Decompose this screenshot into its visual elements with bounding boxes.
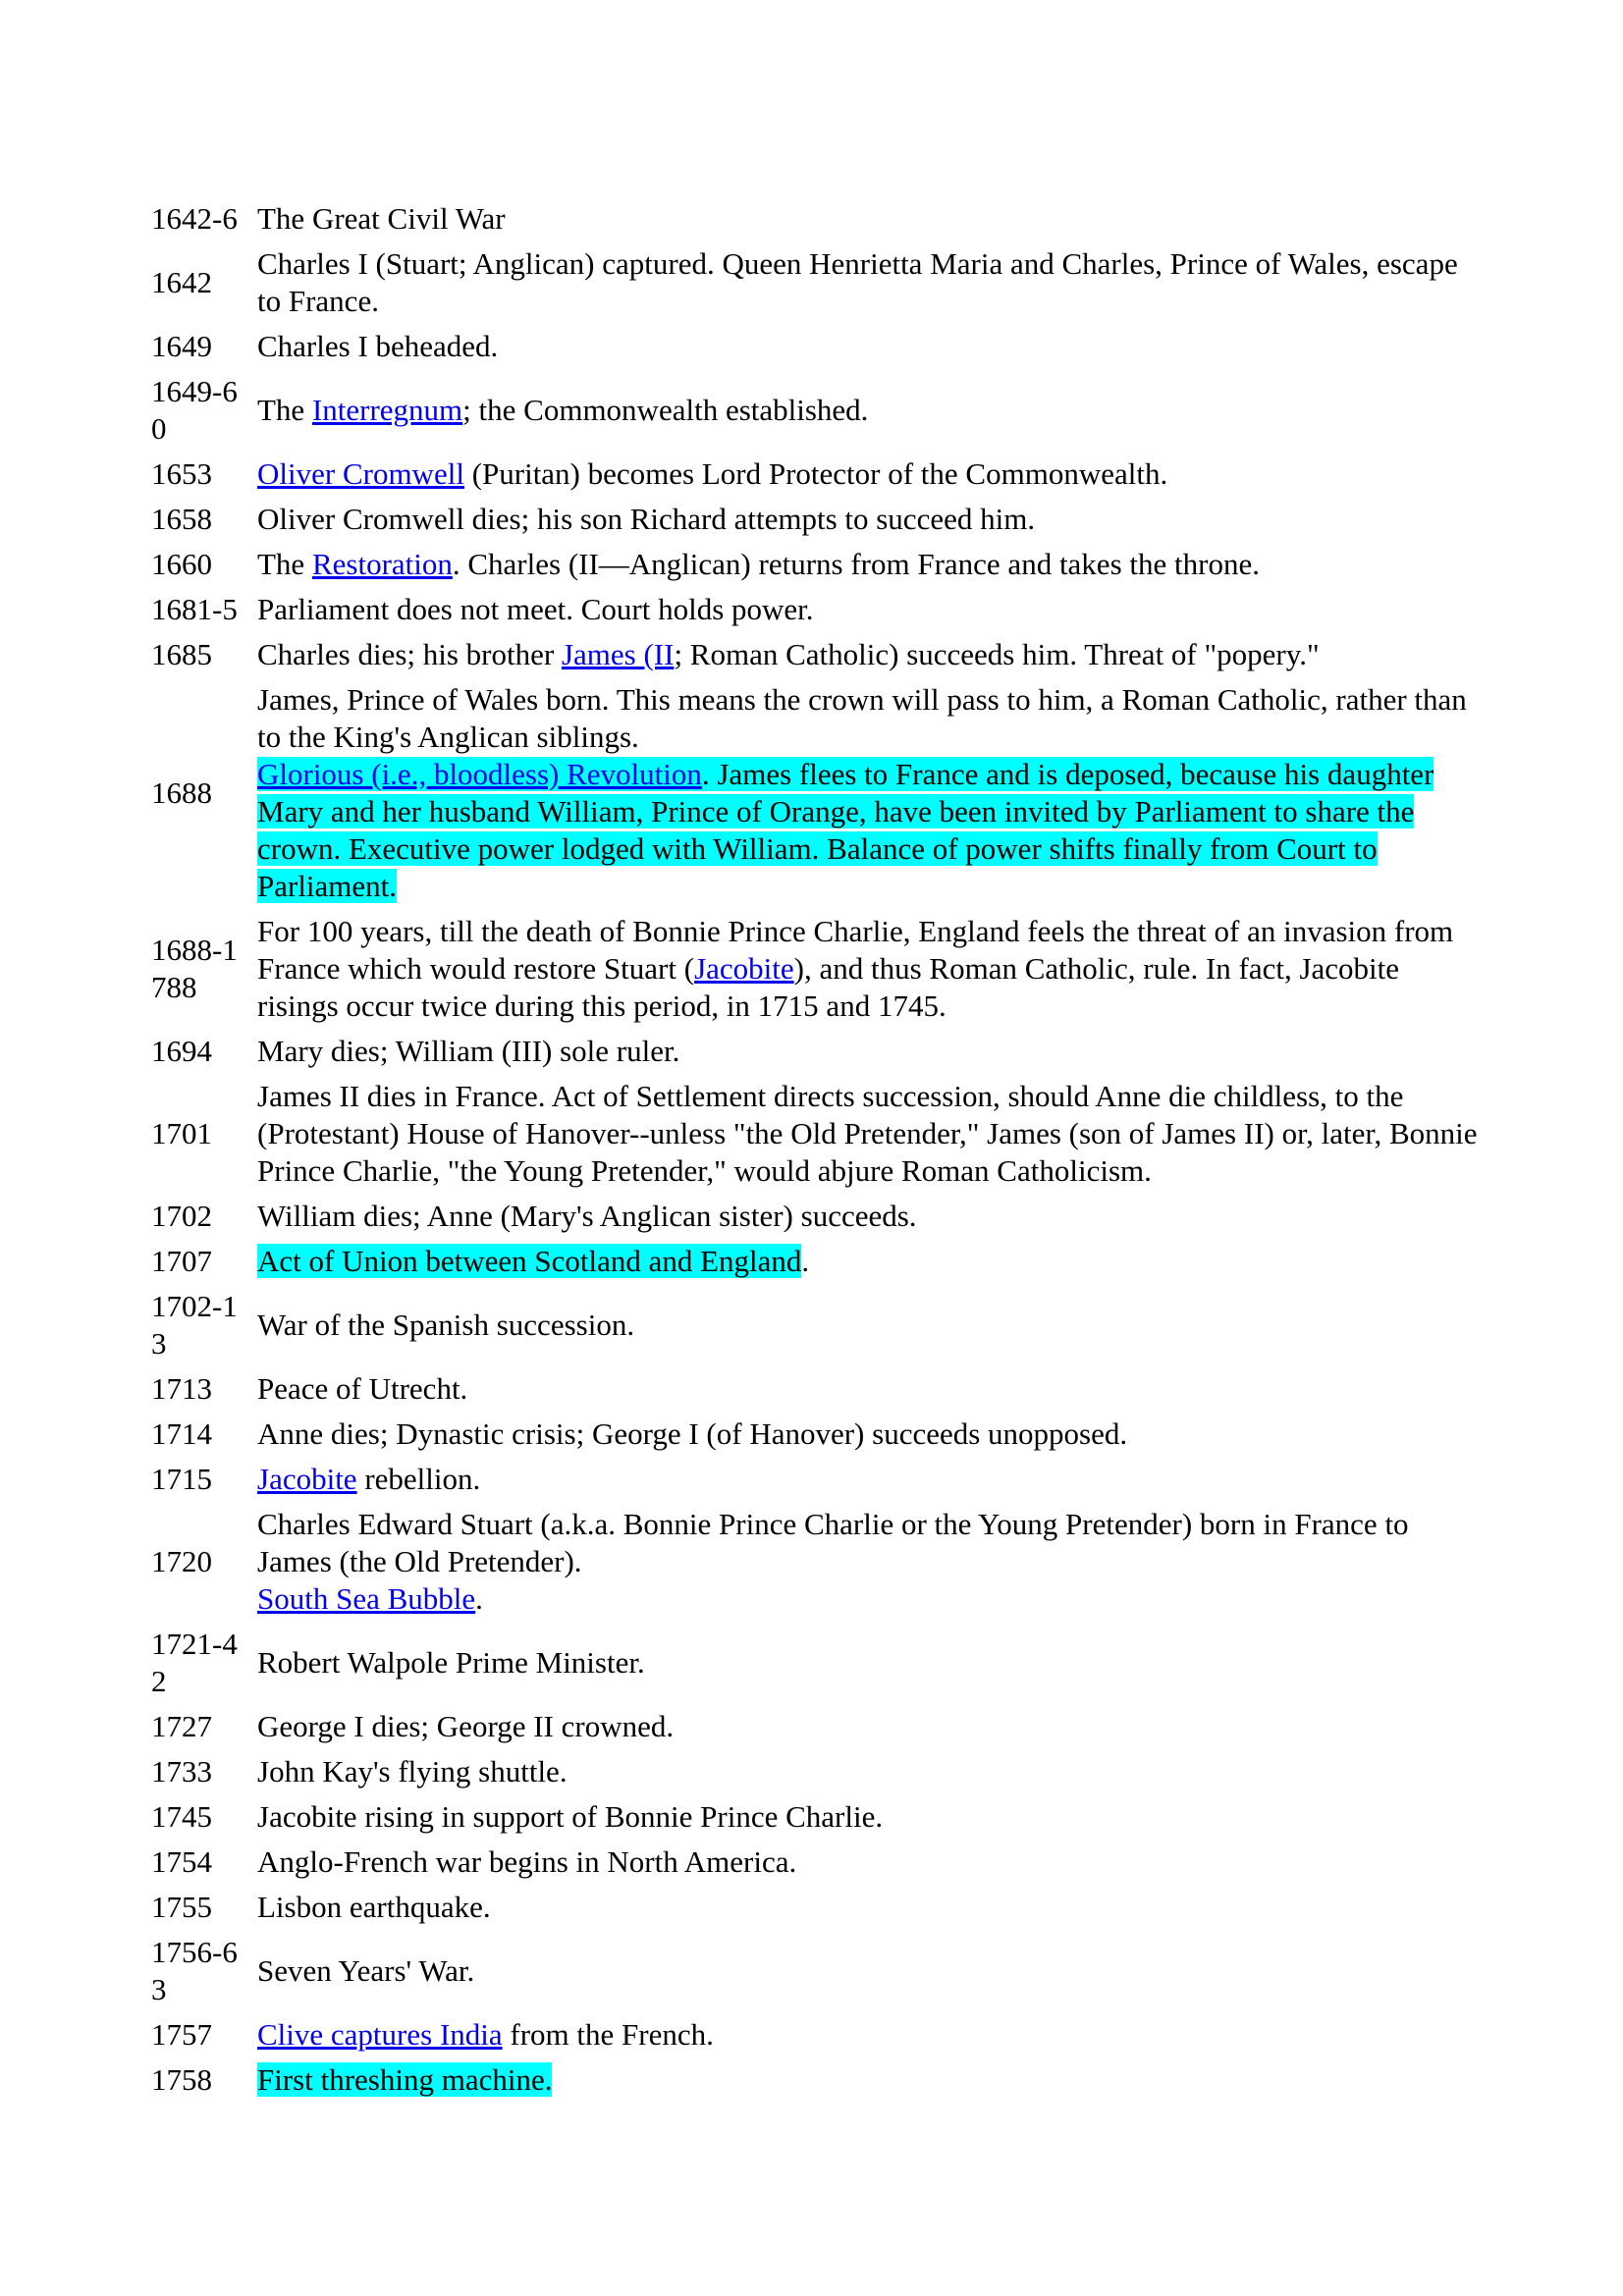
event-cell	[253, 369, 1483, 452]
timeline-row	[147, 1840, 1483, 1885]
year-cell: 1685	[151, 637, 212, 671]
event-text: John Kay's flying shuttle.	[257, 1754, 568, 1789]
event-text: The	[257, 547, 312, 581]
timeline-table	[147, 196, 1483, 2103]
event-cell	[253, 1457, 1483, 1502]
timeline-row	[147, 1622, 1483, 1704]
event-cell	[253, 196, 1483, 241]
event-text: ; the Commonwealth established.	[462, 393, 869, 427]
event-cell	[253, 241, 1483, 324]
event-text: Mary dies; William (III) sole ruler.	[257, 1034, 680, 1068]
timeline-row	[147, 452, 1483, 497]
event-text: Parliament does not meet. Court holds power.	[257, 592, 814, 626]
event-line	[257, 1033, 1479, 1070]
timeline-row	[147, 1194, 1483, 1239]
event-line	[257, 681, 1479, 756]
timeline-row	[147, 587, 1483, 632]
event-line	[257, 1461, 1479, 1498]
timeline-row	[147, 1366, 1483, 1412]
event-cell	[253, 1749, 1483, 1794]
event-line	[257, 1370, 1479, 1408]
event-cell	[253, 2012, 1483, 2057]
event-cell	[253, 1194, 1483, 1239]
year-cell: 1713	[151, 1371, 212, 1406]
event-text: Charles Edward Stuart (a.k.a. Bonnie Prince Charlie or the Young Pretender) born in France to James (the Old Pretender).	[257, 1507, 1409, 1578]
year-cell: 1754	[151, 1844, 212, 1879]
event-text: For 100 years, till the death of Bonnie Prince Charlie, England feels the threat of an invasion from France which would restore Stuart (	[257, 914, 1454, 986]
event-text: Act of Union between Scotland and England	[257, 1244, 802, 1278]
event-text: Jacobite rising in support of Bonnie Prince Charlie.	[257, 1799, 884, 1834]
event-cell	[253, 1704, 1483, 1749]
event-cell	[253, 452, 1483, 497]
event-text: George I dies; George II crowned.	[257, 1709, 675, 1743]
timeline-row	[147, 196, 1483, 241]
event-cell	[253, 1074, 1483, 1194]
event-link[interactable]: James (II	[561, 637, 675, 671]
event-line	[257, 1243, 1479, 1280]
event-line	[257, 1889, 1479, 1926]
event-cell	[253, 1885, 1483, 1930]
event-text: Charles I (Stuart; Anglican) captured. Queen Henrietta Maria and Charles, Prince of Wales, escape to France.	[257, 246, 1458, 318]
event-line	[257, 245, 1479, 320]
event-text: Lisbon earthquake.	[257, 1890, 491, 1924]
event-cell	[253, 1794, 1483, 1840]
year-cell: 1714	[151, 1416, 212, 1451]
event-line	[257, 1415, 1479, 1453]
year-cell: 1701	[151, 1116, 212, 1150]
event-text: .	[475, 1581, 483, 1616]
event-line	[257, 1952, 1479, 1990]
event-link[interactable]: Jacobite	[257, 1462, 357, 1496]
year-cell: 1658	[151, 502, 212, 536]
timeline-row	[147, 241, 1483, 324]
year-cell: 1745	[151, 1799, 212, 1834]
event-line	[257, 1580, 1479, 1618]
event-text: James, Prince of Wales born. This means the crown will pass to him, a Roman Catholic, rather than to the King's Anglican siblings.	[257, 682, 1467, 754]
timeline-row	[147, 1704, 1483, 1749]
event-line	[257, 1078, 1479, 1190]
event-line	[257, 392, 1479, 429]
event-line	[257, 591, 1479, 628]
event-line	[257, 913, 1479, 1025]
year-cell: 1688-1788	[151, 933, 238, 1004]
event-text: . James flees to France and is deposed, because his daughter Mary and her husband William, Prince of Orange, have been invited by Parliament to share the crown. Executive power lodged with William. Balance of power shifts finally from Court to Parliament.	[257, 757, 1434, 903]
event-line	[257, 200, 1479, 238]
timeline-row	[147, 1239, 1483, 1284]
event-line	[257, 546, 1479, 583]
event-text: ), and thus Roman Catholic, rule. In fact, Jacobite risings occur twice during this period, in 1715 and 1745.	[257, 951, 1400, 1023]
year-cell: 1660	[151, 547, 212, 581]
event-cell	[253, 1284, 1483, 1366]
event-line	[257, 1798, 1479, 1836]
year-cell: 1681-5	[151, 592, 238, 626]
event-text: The Great Civil War	[257, 201, 506, 236]
event-cell	[253, 1502, 1483, 1622]
year-cell: 1649	[151, 329, 212, 363]
timeline-row	[147, 909, 1483, 1029]
event-text: Charles I beheaded.	[257, 329, 499, 363]
event-text: ; Roman Catholic) succeeds him. Threat of "popery."	[674, 637, 1320, 671]
event-line	[257, 1708, 1479, 1745]
year-cell: 1653	[151, 456, 212, 491]
event-cell	[253, 1840, 1483, 1885]
timeline-row	[147, 497, 1483, 542]
timeline-row	[147, 1930, 1483, 2012]
event-text: Peace of Utrecht.	[257, 1371, 468, 1406]
event-text: Charles dies; his brother	[257, 637, 562, 671]
event-cell	[253, 1029, 1483, 1074]
event-line	[257, 1843, 1479, 1881]
event-link[interactable]: South Sea Bubble	[257, 1581, 476, 1616]
event-cell	[253, 677, 1483, 909]
year-cell: 1757	[151, 2017, 212, 2052]
event-cell	[253, 542, 1483, 587]
event-text: War of the Spanish succession.	[257, 1308, 635, 1342]
timeline-row	[147, 1284, 1483, 1366]
event-cell	[253, 909, 1483, 1029]
event-text: (Puritan) becomes Lord Protector of the Commonwealth.	[463, 456, 1168, 491]
year-cell: 1702	[151, 1199, 212, 1233]
event-cell	[253, 1622, 1483, 1704]
timeline-row	[147, 2057, 1483, 2103]
timeline-row	[147, 1885, 1483, 1930]
event-cell	[253, 497, 1483, 542]
event-cell	[253, 1930, 1483, 2012]
timeline-row	[147, 632, 1483, 677]
timeline-row	[147, 1749, 1483, 1794]
timeline-row	[147, 1457, 1483, 1502]
year-cell: 1649-60	[151, 374, 238, 446]
event-text: Oliver Cromwell dies; his son Richard attempts to succeed him.	[257, 502, 1036, 536]
event-cell	[253, 1239, 1483, 1284]
event-link[interactable]: Oliver Cromwell	[257, 456, 464, 491]
event-link[interactable]: Clive captures India	[257, 2017, 503, 2052]
event-text: rebellion.	[356, 1462, 481, 1496]
event-link[interactable]: Restoration	[311, 547, 453, 581]
event-line	[257, 1753, 1479, 1790]
event-line	[257, 756, 1479, 905]
event-link[interactable]: Jacobite	[694, 951, 794, 986]
event-line	[257, 2016, 1479, 2054]
year-cell: 1642-6	[151, 201, 238, 236]
year-cell: 1756-63	[151, 1935, 238, 2006]
timeline-row	[147, 1412, 1483, 1457]
year-cell: 1642	[151, 265, 212, 299]
event-line	[257, 2061, 1479, 2099]
timeline-row	[147, 677, 1483, 909]
event-cell	[253, 632, 1483, 677]
event-line	[257, 501, 1479, 538]
year-cell: 1694	[151, 1034, 212, 1068]
event-text: Anne dies; Dynastic crisis; George I (of Hanover) succeeds unopposed.	[257, 1416, 1128, 1451]
event-text: James II dies in France. Act of Settlement directs succession, should Anne die childless, to the (Protestant) House of Hanover--unless "the Old Pretender," James (son of James II) or, later, Bonnie Prince Charlie, "the Young Pretender," would abjure Roman Catholicism.	[257, 1079, 1478, 1188]
year-cell: 1758	[151, 2062, 212, 2097]
event-text: The	[257, 393, 312, 427]
event-text: William dies; Anne (Mary's Anglican sister) succeeds.	[257, 1199, 917, 1233]
event-line	[257, 328, 1479, 365]
timeline-row	[147, 1794, 1483, 1840]
event-cell	[253, 324, 1483, 369]
event-text: from the French.	[502, 2017, 714, 2052]
timeline-row	[147, 1502, 1483, 1622]
year-cell: 1688	[151, 775, 212, 810]
event-cell	[253, 1412, 1483, 1457]
year-cell: 1715	[151, 1462, 212, 1496]
year-cell: 1755	[151, 1890, 212, 1924]
event-text: First threshing machine.	[257, 2062, 553, 2097]
timeline-row	[147, 2012, 1483, 2057]
event-text: Robert Walpole Prime Minister.	[257, 1645, 645, 1680]
timeline-row	[147, 1074, 1483, 1194]
year-cell: 1733	[151, 1754, 212, 1789]
year-cell: 1702-13	[151, 1289, 238, 1361]
event-line	[257, 1506, 1479, 1580]
timeline-row	[147, 542, 1483, 587]
event-cell	[253, 2057, 1483, 2103]
event-line	[257, 1644, 1479, 1682]
event-cell	[253, 1366, 1483, 1412]
event-link[interactable]: Glorious (i.e., bloodless) Revolution	[257, 757, 702, 791]
event-line	[257, 455, 1479, 493]
year-cell: 1720	[151, 1544, 212, 1578]
timeline-body	[147, 196, 1483, 2103]
event-link[interactable]: Interregnum	[311, 393, 463, 427]
event-text: Anglo-French war begins in North America.	[257, 1844, 797, 1879]
event-cell	[253, 587, 1483, 632]
timeline-row	[147, 369, 1483, 452]
event-text: .	[801, 1244, 810, 1278]
year-cell: 1721-42	[151, 1627, 238, 1698]
year-cell: 1707	[151, 1244, 212, 1278]
timeline-row	[147, 1029, 1483, 1074]
event-line	[257, 636, 1479, 673]
event-line	[257, 1307, 1479, 1344]
event-text: . Charles (II—Anglican) returns from France and takes the throne.	[452, 547, 1260, 581]
event-line	[257, 1198, 1479, 1235]
timeline-row	[147, 324, 1483, 369]
event-text: Seven Years' War.	[257, 1953, 475, 1988]
year-cell: 1727	[151, 1709, 212, 1743]
